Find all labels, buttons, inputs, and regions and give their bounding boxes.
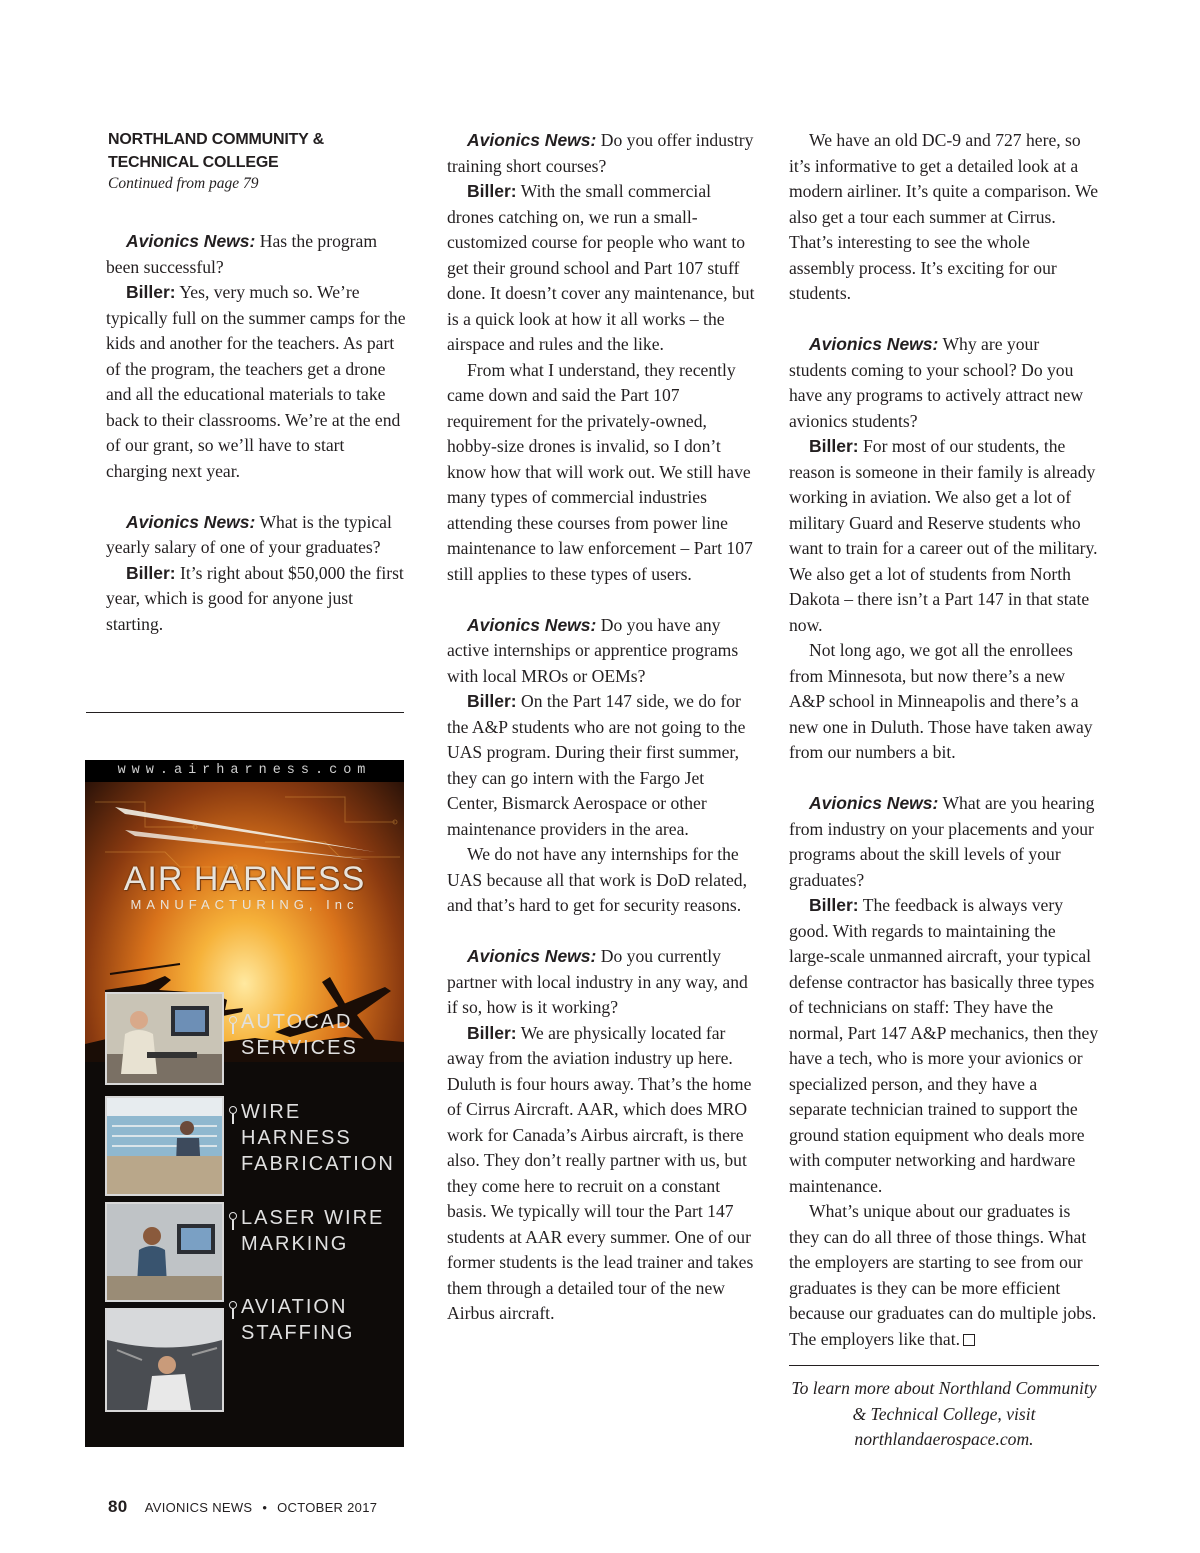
- question: [447, 128, 759, 179]
- answer-text: Yes, very much so. We’re typically full on the summer camps for the kids and another for the teachers. As part of the program, the teachers get a drone and all the educational materials to take back to their classrooms. We’re at the end of our grant, so we’ll have to start charging next year.: [106, 282, 406, 481]
- service-autocad: [241, 1009, 358, 1061]
- answer-text: We are physically located far away from the aviation industry up here. Duluth is four hours away. That’s the home of Cirrus Aircraft. AAR, which does MRO work for Canada’s Airbus aircraft, is there also. They don’t really partner with us, but they come here to recruit on a constant basis. We typically will tour the Part 147 students at AAR every summer. One of our former students is the lead trainer and takes them through a detailed tour of the new Airbus aircraft.: [447, 1022, 754, 1323]
- question-text: Do you offer industry training short courses?: [447, 130, 754, 176]
- respondent-label: Biller:: [809, 895, 859, 915]
- column-1: [106, 229, 408, 637]
- laser-marking-photo: [105, 1202, 224, 1302]
- service-line: AVIATION: [241, 1296, 348, 1318]
- question-text: Do you have any active internships or apprentice programs with local MROs or OEMs?: [447, 614, 739, 686]
- answer-text: On the Part 147 side, we do for the A&P students who are not going to the UAS program. During their first summer, they can go intern with the Fargo Jet Center, Bismarck Aerospace or other maintenance providers in the area.: [447, 691, 746, 839]
- service-line: FABRICATION: [241, 1153, 395, 1175]
- answer: [106, 561, 408, 638]
- column-3: [789, 128, 1099, 1352]
- interviewer-label: Avionics News:: [126, 511, 256, 532]
- service-line: STAFFING: [241, 1322, 355, 1344]
- paragraph: We have an old DC-9 and 727 here, so it’s informative to get a detailed look at a modern airliner. It’s quite a comparison. We also get a tour each summer at Cirrus. That’s interesting to see the whole assembly process. It’s exciting for our students.: [789, 130, 1098, 303]
- staffing-photo: [105, 1308, 224, 1412]
- answer: [447, 689, 759, 842]
- service-line: MARKING: [241, 1233, 349, 1255]
- question-text: Why are your students coming to your school? Do you have any programs to actively attract new avionics students?: [789, 334, 1084, 431]
- continued-note: Continued from page 79: [108, 175, 259, 192]
- divider: [789, 1365, 1099, 1366]
- question: [106, 510, 408, 561]
- respondent-label: Biller:: [467, 1022, 517, 1043]
- paragraph: From what I understand, they recently came down and said the Part 107 requirement for the privately-owned, hobby-size drones is invalid, so I don’t know how that will work out. We still have many types of commercial industries attending these courses from power line maintenance to law enforcement – Part 107 still applies to these types of users.: [447, 359, 753, 584]
- service-line: WIRE: [241, 1101, 302, 1123]
- pin-icon: [229, 1106, 237, 1114]
- answer: [447, 179, 759, 358]
- answer: [789, 893, 1099, 1199]
- paragraph: We do not have any internships for the UAS because all that work is DoD related, and that’s hard to get for security reasons.: [447, 844, 747, 915]
- page-number: 80: [108, 1497, 128, 1516]
- service-line: SERVICES: [241, 1037, 358, 1059]
- respondent-label: Biller:: [467, 181, 517, 201]
- question: [106, 229, 408, 280]
- ad-brand-sub: MANUFACTURING, Inc: [130, 897, 359, 912]
- question-text: Has the program been successful?: [106, 231, 378, 277]
- answer: [789, 434, 1099, 638]
- interviewer-label: Avionics News:: [467, 946, 597, 966]
- interviewer-label: Avionics News:: [809, 334, 939, 354]
- article-title-line1: NORTHLAND COMMUNITY &: [108, 131, 324, 148]
- respondent-label: Biller:: [126, 282, 176, 302]
- ad-brand: AIR HARNESS: [123, 860, 366, 898]
- answer-text: The feedback is always very good. With regards to maintaining the large-scale unmanned aircraft, your typical defense contractor has basically three types of technicians on staff: They have the normal, Part 147 A&P mechanics, then they have a tech, who is more your avionics or specialized person, and they have a separate technician trained to support the ground station equipment who deals more with computer networking and hardware maintenance.: [789, 895, 1099, 1196]
- pin-icon: [229, 1301, 237, 1309]
- answer-text: For most of our students, the reason is someone in their family is already working in aviation. We also get a lot of military Guard and Reserve students who want to train for a career out of the military. We also get a lot of students from North Dakota – there isn’t a Part 147 in that state now.: [789, 436, 1098, 635]
- learn-more-note: To learn more about Northland Community & Technical College, visit northlandaerospace.com.: [791, 1378, 1097, 1449]
- divider: [86, 712, 404, 713]
- service-wire-harness: [241, 1099, 395, 1177]
- respondent-label: Biller:: [126, 562, 176, 583]
- question-text: Do you currently partner with local industry in any way, and if so, how is it working?: [447, 946, 748, 1017]
- article-title-line2: TECHNICAL COLLEGE: [108, 154, 279, 171]
- service-line: LASER WIRE: [241, 1207, 385, 1229]
- autocad-photo: [105, 992, 224, 1085]
- harness-photo: [105, 1096, 224, 1196]
- paragraph: [789, 1199, 1099, 1352]
- ad-url[interactable]: www.airharness.com: [85, 760, 404, 782]
- question-text: What is the typical yearly salary of one of your graduates?: [106, 511, 392, 557]
- question: [789, 791, 1099, 893]
- question: [447, 944, 759, 1021]
- service-line: AUTOCAD: [241, 1011, 353, 1033]
- closing-text: What’s unique about our graduates is they can do all three of those things. What the employers are starting to see from our graduates is they can be more efficient because our graduates can do multiple jobs. The employers like that.: [789, 1201, 1097, 1349]
- respondent-label: Biller:: [809, 436, 859, 456]
- respondent-label: Biller:: [467, 691, 517, 711]
- end-mark-icon: [963, 1334, 975, 1346]
- air-harness-advertisement[interactable]: [85, 760, 404, 1447]
- question-text: What are you hearing from industry on your placements and your programs about the skill levels of your graduates?: [789, 793, 1095, 890]
- service-aviation-staffing: [241, 1294, 354, 1346]
- page-footer: [108, 1497, 377, 1517]
- service-laser-wire: [241, 1205, 384, 1257]
- interviewer-label: Avionics News:: [126, 231, 256, 251]
- question: [789, 332, 1099, 434]
- answer: [447, 1021, 759, 1327]
- interviewer-label: Avionics News:: [809, 793, 939, 813]
- answer-text: With the small commercial drones catching on, we run a small-customized course for people who want to get their ground school and Part 107 stuff done. It doesn’t cover any maintenance, but is a quick look at how it all works – the airspace and rules and the like.: [447, 181, 755, 354]
- answer-text: It’s right about $50,000 the first year, which is good for anyone just starting.: [106, 562, 404, 634]
- interviewer-label: Avionics News:: [467, 130, 597, 150]
- issue-date: OCTOBER 2017: [277, 1500, 378, 1515]
- paragraph: Not long ago, we got all the enrollees from Minnesota, but now there’s a new A&P school in Minneapolis and there’s a new one in Duluth. Those have taken away from our numbers a bit.: [789, 640, 1093, 762]
- publication-name: AVIONICS NEWS: [144, 1500, 253, 1515]
- article-header: [108, 128, 408, 194]
- pin-icon: [229, 1212, 237, 1220]
- pin-icon: [229, 1016, 237, 1024]
- interviewer-label: Avionics News:: [467, 614, 597, 635]
- question: [447, 613, 759, 690]
- column-2: [447, 128, 759, 1327]
- answer: [106, 280, 408, 484]
- bullet-icon: •: [262, 1500, 268, 1515]
- service-line: HARNESS: [241, 1127, 352, 1149]
